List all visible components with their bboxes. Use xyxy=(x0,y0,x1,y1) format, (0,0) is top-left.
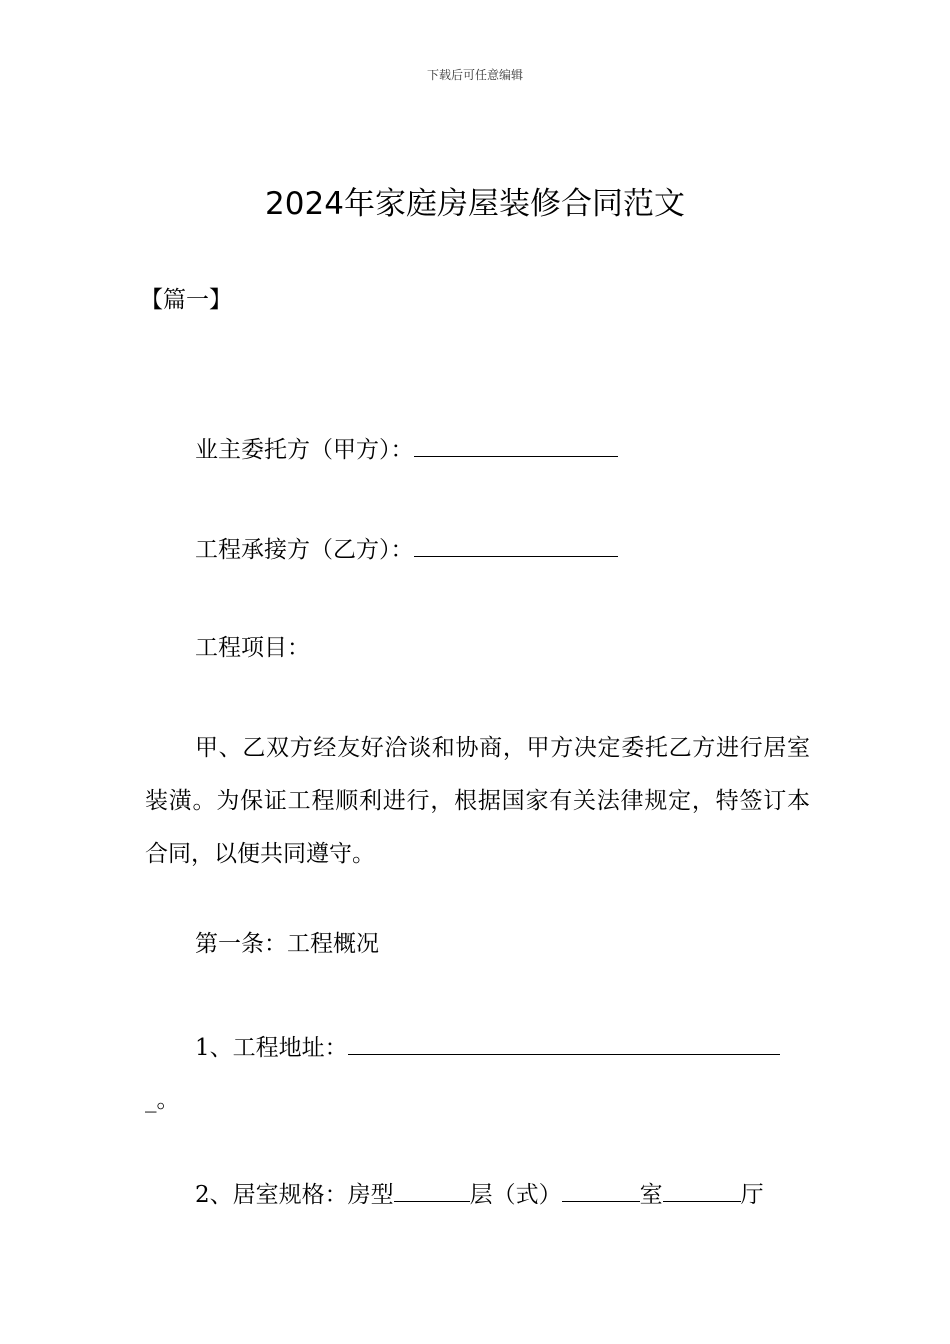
project-label: 工程项目： xyxy=(195,635,310,661)
document-title: 2024年家庭房屋装修合同范文 xyxy=(265,186,685,222)
address-label: 1、工程地址： xyxy=(195,1035,348,1061)
article-1-heading: 第一条：工程概况 xyxy=(195,931,379,957)
party-b-label: 工程承接方（乙方）： xyxy=(195,537,414,563)
party-a-blank[interactable] xyxy=(414,426,618,457)
spec-hall-label: 厅 xyxy=(740,1182,764,1208)
page-header: 下载后可任意编辑 xyxy=(426,68,523,82)
spec-type-blank[interactable] xyxy=(394,1171,470,1202)
party-a-line xyxy=(195,424,860,476)
address-tail: _。 xyxy=(145,1087,180,1113)
party-a-label: 业主委托方（甲方）： xyxy=(195,437,414,463)
spec-label: 2、居室规格：房型 xyxy=(195,1182,394,1208)
spec-floor-label: 层（式） xyxy=(469,1182,562,1208)
spec-room-label: 室 xyxy=(639,1182,663,1208)
address-blank[interactable] xyxy=(348,1024,780,1055)
spec-floor-blank[interactable] xyxy=(562,1171,640,1202)
party-b-line xyxy=(195,524,860,576)
spec-room-blank[interactable] xyxy=(663,1171,741,1202)
spec-line xyxy=(195,1169,860,1221)
address-line xyxy=(195,1022,860,1074)
section-heading: 【篇一】 xyxy=(140,287,232,313)
party-b-blank[interactable] xyxy=(414,526,618,557)
intro-paragraph: 甲、乙双方经友好洽谈和协商，甲方决定委托乙方进行居室装潢。为保证工程顺利进行，根据国家有关法律规定，特签订本合同，以便共同遵守。 xyxy=(145,735,810,867)
